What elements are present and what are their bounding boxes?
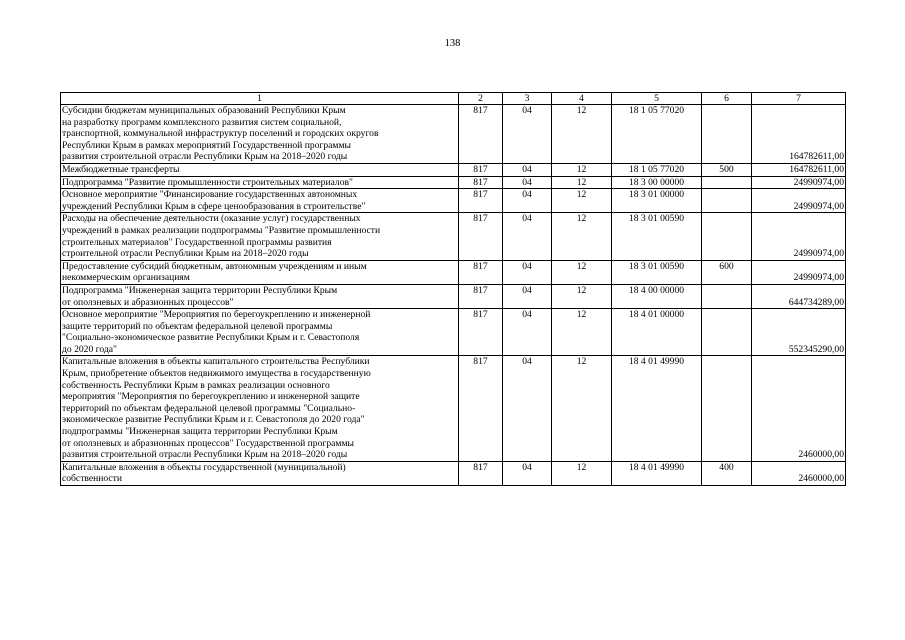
admin-code: 817 (459, 461, 503, 485)
row-description (61, 284, 459, 308)
admin-code: 817 (459, 284, 503, 308)
column-header: 3 (503, 93, 552, 105)
target-article-code: 18 1 05 77020 (612, 163, 702, 176)
target-article-code: 18 4 01 00000 (612, 309, 702, 356)
amount: 24990974,00 (752, 260, 846, 284)
description-line: развития строительной отрасли Республики Крым на 2018–2020 годы (62, 449, 348, 461)
table-row (61, 284, 846, 308)
description-line: Подпрограмма "Инженерная защита территории Республики Крым (62, 284, 338, 296)
description-line: Республики Крым в рамках мероприятий Государственной программы (62, 139, 352, 151)
description-line: территорий по объектам федеральной целевой программы "Социально- (62, 402, 356, 414)
row-description (61, 105, 459, 164)
description-line: строительной отрасли Республики Крым на 2018–2020 годы (62, 248, 309, 260)
amount: 24990974,00 (752, 189, 846, 213)
subsection-code: 12 (552, 189, 612, 213)
description-line: мероприятия "Мероприятия по берегоукреплению и инженерной защите (62, 391, 360, 403)
table-row (61, 309, 846, 356)
table-row (61, 105, 846, 164)
column-header: 6 (702, 93, 752, 105)
description-line: учреждений в рамках реализации подпрограммы "Развитие промышленности (62, 224, 381, 236)
description-line: учреждений Республики Крым в сфере ценообразования в строительстве" (62, 200, 366, 212)
amount: 552345290,00 (752, 309, 846, 356)
table-row (61, 163, 846, 176)
target-article-code: 18 3 01 00590 (612, 260, 702, 284)
expense-type-code: 600 (702, 260, 752, 284)
description-line: Субсидии бюджетам муниципальных образований Республики Крым (62, 105, 346, 116)
budget-table (60, 92, 846, 486)
amount: 24990974,00 (752, 213, 846, 260)
description-line: до 2020 года" (62, 343, 117, 355)
table-row (61, 189, 846, 213)
column-header: 2 (459, 93, 503, 105)
description-line: Капитальные вложения в объекты государственной (муниципальной) (62, 461, 346, 473)
page-number: 138 (444, 38, 461, 49)
description-line: экономическое развитие Республики Крым и г. Севастополя до 2020 года" (62, 414, 365, 426)
amount: 644734289,00 (752, 284, 846, 308)
amount: 2460000,00 (752, 461, 846, 485)
admin-code: 817 (459, 189, 503, 213)
section-code: 04 (503, 189, 552, 213)
description-line: "Социально-экономическое развитие Республики Крым и г. Севастополя (62, 332, 360, 344)
description-line: развития строительной отрасли Республики Крым на 2018–2020 годы (62, 151, 348, 163)
admin-code: 817 (459, 105, 503, 164)
section-code: 04 (503, 284, 552, 308)
expense-type-code (702, 105, 752, 164)
subsection-code: 12 (552, 213, 612, 260)
admin-code: 817 (459, 356, 503, 461)
expense-type-code (702, 189, 752, 213)
table-row (61, 260, 846, 284)
description-line: Крым, приобретение объектов недвижимого имущества в государственную (62, 368, 371, 380)
description-line: некоммерческим организациям (62, 272, 190, 284)
description-line: защите территорий по объектам федеральной целевой программы (62, 320, 333, 332)
section-code: 04 (503, 356, 552, 461)
description-line: на разработку программ комплексного развития систем социальной, (62, 116, 342, 128)
expense-type-code: 500 (702, 163, 752, 176)
column-header: 4 (552, 93, 612, 105)
admin-code: 817 (459, 176, 503, 189)
table-body (61, 105, 846, 486)
amount: 164782611,00 (752, 163, 846, 176)
column-header: 1 (61, 93, 459, 105)
target-article-code: 18 3 00 00000 (612, 176, 702, 189)
target-article-code: 18 4 01 49990 (612, 356, 702, 461)
column-header: 7 (752, 93, 846, 105)
column-header: 5 (612, 93, 702, 105)
target-article-code: 18 4 00 00000 (612, 284, 702, 308)
expense-type-code (702, 176, 752, 189)
expense-type-code (702, 309, 752, 356)
subsection-code: 12 (552, 105, 612, 164)
subsection-code: 12 (552, 260, 612, 284)
description-line: Межбюджетные трансферты (62, 163, 180, 175)
subsection-code: 12 (552, 163, 612, 176)
expense-type-code (702, 284, 752, 308)
row-description (61, 163, 459, 176)
description-line: транспортной, коммунальной инфраструктур поселений и городских округов (62, 128, 379, 140)
admin-code: 817 (459, 260, 503, 284)
description-line: подпрограммы "Инженерная защита территории Республики Крым (62, 426, 338, 438)
subsection-code: 12 (552, 309, 612, 356)
row-description (61, 461, 459, 485)
description-line: Предоставление субсидий бюджетным, автономным учреждениям и иным (62, 260, 367, 272)
subsection-code: 12 (552, 461, 612, 485)
target-article-code: 18 3 01 00000 (612, 189, 702, 213)
section-code: 04 (503, 105, 552, 164)
row-description (61, 260, 459, 284)
subsection-code: 12 (552, 284, 612, 308)
row-description (61, 189, 459, 213)
description-line: Расходы на обеспечение деятельности (оказание услуг) государственных (62, 213, 361, 225)
description-line: строительных материалов" Государственной программы развития (62, 236, 332, 248)
expense-type-code (702, 213, 752, 260)
target-article-code: 18 4 01 49990 (612, 461, 702, 485)
table-row (61, 461, 846, 485)
subsection-code: 12 (552, 176, 612, 189)
description-line: от оползневых и абразионных процессов" (62, 296, 234, 308)
admin-code: 817 (459, 213, 503, 260)
target-article-code: 18 1 05 77020 (612, 105, 702, 164)
description-line: Основное мероприятие "Мероприятия по берегоукреплению и инженерной (62, 309, 371, 321)
section-code: 04 (503, 309, 552, 356)
amount: 24990974,00 (752, 176, 846, 189)
row-description (61, 176, 459, 189)
amount: 2460000,00 (752, 356, 846, 461)
subsection-code: 12 (552, 356, 612, 461)
description-line: собственности (62, 473, 123, 485)
admin-code: 817 (459, 309, 503, 356)
description-line: Основное мероприятие "Финансирование государственных автономных (62, 189, 358, 201)
description-line: собственность Республики Крым в рамках реализации основного (62, 379, 330, 391)
expense-type-code (702, 356, 752, 461)
table-row (61, 356, 846, 461)
description-line: Подпрограмма "Развитие промышленности строительных материалов" (62, 176, 353, 188)
section-code: 04 (503, 213, 552, 260)
section-code: 04 (503, 461, 552, 485)
section-code: 04 (503, 260, 552, 284)
table-row (61, 176, 846, 189)
description-line: от оползневых и абразионных процессов" Государственной программы (62, 437, 354, 449)
header-row (61, 93, 846, 105)
row-description (61, 213, 459, 260)
row-description (61, 309, 459, 356)
section-code: 04 (503, 176, 552, 189)
expense-type-code: 400 (702, 461, 752, 485)
target-article-code: 18 3 01 00590 (612, 213, 702, 260)
row-description (61, 356, 459, 461)
amount: 164782611,00 (752, 105, 846, 164)
admin-code: 817 (459, 163, 503, 176)
section-code: 04 (503, 163, 552, 176)
table-row (61, 213, 846, 260)
description-line: Капитальные вложения в объекты капитального строительства Республики (62, 356, 370, 368)
